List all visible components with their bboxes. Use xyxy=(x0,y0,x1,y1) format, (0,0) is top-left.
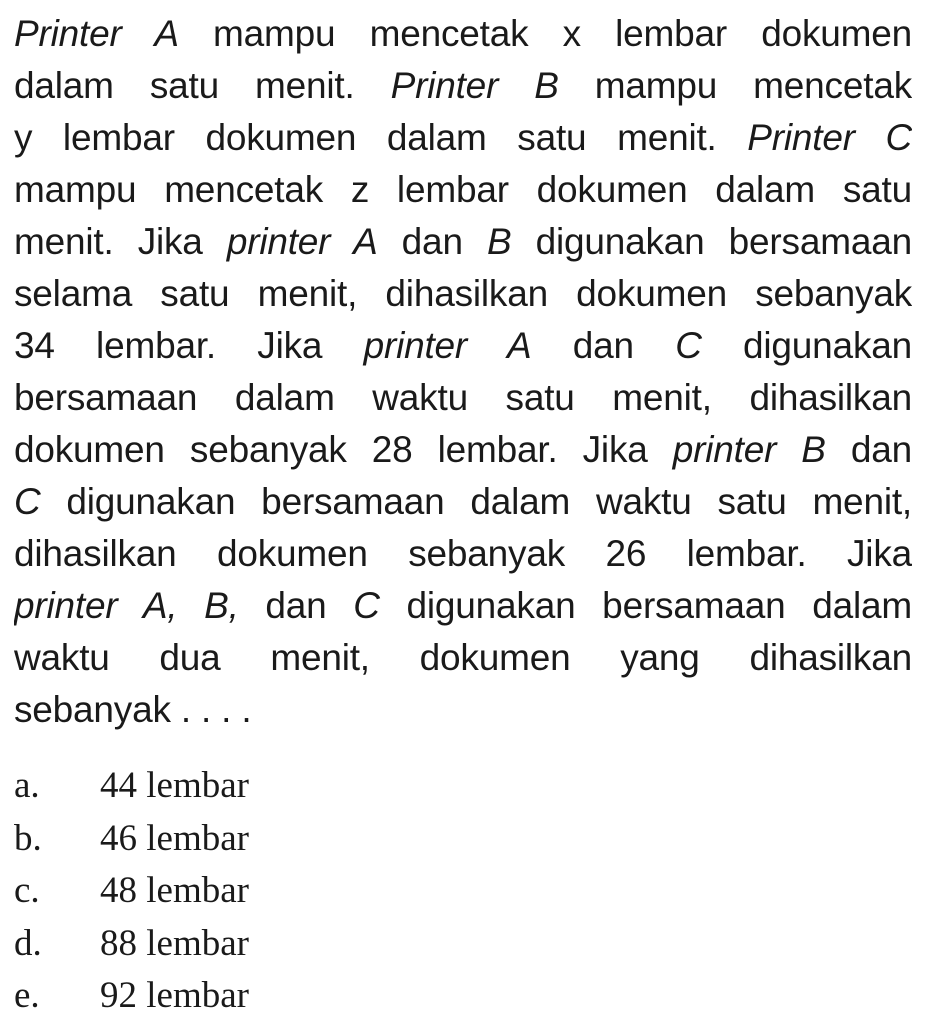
question-line xyxy=(14,164,912,216)
italic-term: printer B xyxy=(672,429,826,470)
text-run: 34 lembar. Jika xyxy=(14,325,364,366)
text-run: dalam satu menit. xyxy=(14,65,391,106)
text-run: mampu mencetak z lembar dokumen dalam satu xyxy=(14,169,912,210)
option-letter: e. xyxy=(14,975,40,1016)
text-run: digunakan xyxy=(701,325,912,366)
text-run: digunakan bersamaan dalam xyxy=(379,585,912,626)
question-line xyxy=(14,528,912,580)
question-text xyxy=(14,8,912,736)
option-letter: c. xyxy=(14,870,40,911)
option-b[interactable] xyxy=(14,813,614,866)
option-text: 92 lembar xyxy=(100,975,249,1016)
question-line xyxy=(14,268,912,320)
question-line xyxy=(14,320,912,372)
option-d[interactable] xyxy=(14,918,614,971)
option-c[interactable] xyxy=(14,865,614,918)
text-run: dan xyxy=(238,585,354,626)
question-line xyxy=(14,60,912,112)
italic-term: Printer B xyxy=(390,65,559,106)
italic-term: Printer A xyxy=(14,13,179,54)
question-line xyxy=(14,632,912,684)
text-run: dihasilkan dokumen sebanyak 26 lembar. Jika xyxy=(14,533,912,574)
italic-term: printer A xyxy=(363,325,532,366)
question-line xyxy=(14,684,912,736)
text-run: sebanyak . . . . xyxy=(14,689,252,730)
text-run: mampu mencetak x lembar dokumen xyxy=(178,13,912,54)
option-letter: b. xyxy=(14,817,42,859)
text-run: digunakan bersamaan dalam waktu satu menit, xyxy=(40,481,912,522)
answer-options xyxy=(14,760,614,1023)
italic-term: C xyxy=(14,481,41,522)
question-line xyxy=(14,8,912,60)
text-run: dokumen sebanyak 28 lembar. Jika xyxy=(14,429,673,470)
text-run: waktu dua menit, dokumen yang dihasilkan xyxy=(14,637,912,678)
question-line xyxy=(14,580,912,632)
option-e[interactable] xyxy=(14,970,614,1023)
option-text: 88 lembar xyxy=(100,922,249,964)
italic-term: C xyxy=(675,325,702,366)
text-run: selama satu menit, dihasilkan dokumen sebanyak xyxy=(14,273,912,314)
text-run: dan xyxy=(531,325,676,366)
question-line xyxy=(14,216,912,268)
text-run: menit. Jika xyxy=(14,221,227,262)
text-run: mampu mencetak xyxy=(558,65,912,106)
option-text: 44 lembar xyxy=(100,765,249,806)
text-run: dan xyxy=(825,429,912,470)
option-text: 48 lembar xyxy=(100,870,249,911)
option-text: 46 lembar xyxy=(100,817,249,859)
italic-term: printer A xyxy=(226,221,378,262)
question-line xyxy=(14,476,912,528)
text-run: bersamaan dalam waktu satu menit, dihasilkan xyxy=(14,377,912,418)
italic-term: Printer C xyxy=(747,117,912,158)
option-letter: d. xyxy=(14,922,42,964)
option-letter: a. xyxy=(14,765,40,806)
italic-term: printer A, B, xyxy=(14,585,239,626)
question-line xyxy=(14,424,912,476)
italic-term: C xyxy=(353,585,380,626)
option-a[interactable] xyxy=(14,760,614,813)
italic-term: B xyxy=(486,221,512,262)
question-line xyxy=(14,372,912,424)
text-run: digunakan bersamaan xyxy=(511,221,912,262)
question-line xyxy=(14,112,912,164)
text-run: dan xyxy=(377,221,487,262)
text-run: y lembar dokumen dalam satu menit. xyxy=(14,117,748,158)
